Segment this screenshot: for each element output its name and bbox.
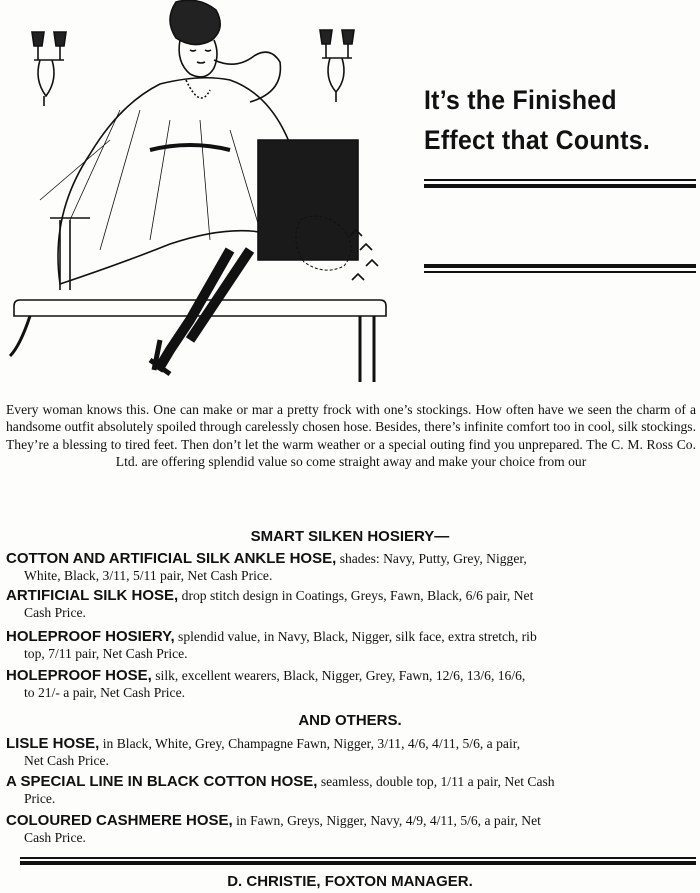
item-name: A SPECIAL LINE IN BLACK COTTON HOSE, bbox=[6, 773, 318, 790]
list-item bbox=[6, 588, 696, 621]
headline bbox=[424, 80, 672, 160]
item-name: HOLEPROOF HOSIERY, bbox=[6, 628, 175, 645]
list-item bbox=[6, 551, 696, 584]
item-name: HOLEPROOF HOSE, bbox=[6, 667, 152, 684]
headline-rule-top bbox=[424, 176, 696, 188]
section-title-smart-hosiery: SMART SILKEN HOSIERY— bbox=[250, 528, 450, 545]
item-details: drop stitch design in Coatings, Greys, Fawn, Black, 6/6 pair, Net bbox=[181, 588, 534, 603]
intro-paragraph: Every woman knows this. One can make or mar a pretty frock with one’s stockings. How often have we seen the charm of a handsome outfit absolutely spoiled through carelessly chosen hose. Besides, there’s infinite comfort too in cool, silk stockings. They’re a blessing to tired feet. Then don’t let the warm weather or a special outing find you unprepared. The C. M. Ross Co. Ltd. are offering splendid value so come straight away and make your choice from our bbox=[6, 402, 696, 469]
list-item bbox=[6, 629, 696, 662]
item-details-cont: top, 7/11 pair, Net Cash Price. bbox=[24, 645, 188, 661]
item-name: ARTIFICIAL SILK HOSE, bbox=[6, 587, 179, 604]
item-name: COTTON AND ARTIFICIAL SILK ANKLE HOSE, bbox=[6, 550, 337, 567]
headline-rule-bottom bbox=[424, 264, 696, 273]
item-details-cont: Cash Price. bbox=[24, 829, 86, 845]
left-sconce-icon bbox=[32, 32, 66, 106]
list-item bbox=[6, 668, 696, 701]
item-details: seamless, double top, 1/11 a pair, Net Cash bbox=[320, 774, 555, 789]
headline-line-2: Effect that Counts. bbox=[424, 125, 651, 155]
item-details-cont: Cash Price. bbox=[24, 604, 86, 620]
item-details-cont: to 21/- a pair, Net Cash Price. bbox=[24, 684, 186, 700]
item-name: COLOURED CASHMERE HOSE, bbox=[6, 812, 233, 829]
item-details: in Black, White, Grey, Champagne Fawn, Nigger, 3/11, 4/6, 4/11, 5/6, a pair, bbox=[102, 736, 521, 751]
list-item bbox=[6, 736, 696, 769]
item-details-cont: Price. bbox=[24, 790, 56, 806]
item-details-cont: White, Black, 3/11, 5/11 pair, Net Cash Price. bbox=[24, 567, 273, 583]
item-details: splendid value, in Navy, Black, Nigger, silk face, extra stretch, rib bbox=[178, 629, 537, 644]
item-details: silk, excellent wearers, Black, Nigger, Grey, Fawn, 12/6, 13/6, 16/6, bbox=[155, 668, 526, 683]
item-details-cont: Net Cash Price. bbox=[24, 752, 109, 768]
item-name: LISLE HOSE, bbox=[6, 735, 100, 752]
footer-rule bbox=[20, 857, 696, 865]
item-details: in Fawn, Greys, Nigger, Navy, 4/9, 4/11, 5/6, a pair, Net bbox=[236, 813, 541, 828]
woman-seated-illustration-icon bbox=[0, 0, 400, 392]
item-details: shades: Navy, Putty, Grey, Nigger, bbox=[339, 551, 527, 566]
headline-line-1: It’s the Finished bbox=[424, 85, 617, 115]
list-item bbox=[6, 774, 696, 807]
section-title-others: AND OTHERS. bbox=[298, 712, 402, 729]
footer-manager: D. CHRISTIE, FOXTON MANAGER. bbox=[227, 873, 473, 890]
right-sconce-icon bbox=[320, 30, 354, 102]
list-item bbox=[6, 813, 696, 846]
